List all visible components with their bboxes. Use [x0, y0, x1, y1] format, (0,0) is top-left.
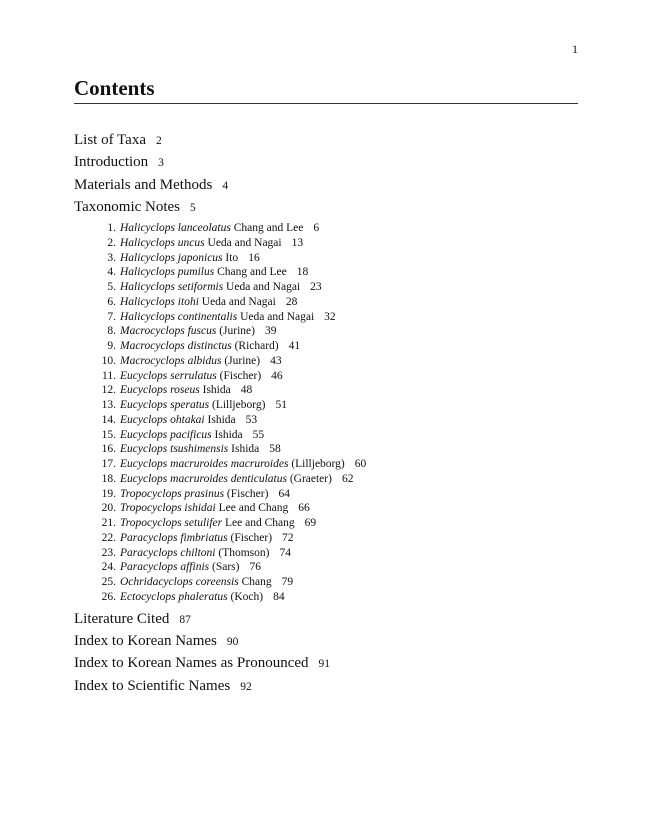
taxon-number: 12. — [101, 384, 116, 397]
taxon-page: 84 — [273, 590, 285, 603]
taxon-page: 62 — [341, 472, 354, 485]
taxon-scientific-name: Eucyclops roseus — [120, 384, 200, 397]
taxon-scientific-name: Macrocyclops distinctus — [120, 340, 232, 353]
taxon-scientific-name: Tropocyclops prasinus — [120, 487, 225, 500]
taxon-number: 15. — [101, 428, 116, 441]
taxon-author: (Lilljeborg) — [291, 458, 345, 471]
taxon-number: 20. — [101, 502, 116, 515]
toc-entry — [74, 151, 594, 173]
taxon-author: Ishida — [231, 443, 260, 456]
taxon-number: 3. — [107, 251, 116, 264]
page-number: 1 — [572, 42, 578, 56]
taxon-page: 69 — [304, 517, 317, 530]
taxon-entry — [74, 457, 594, 472]
taxon-page: 43 — [270, 354, 282, 367]
bottom-entries — [74, 608, 594, 697]
taxon-scientific-name: Macrocyclops fuscus — [120, 325, 217, 338]
taxon-page: 16 — [248, 251, 260, 264]
toc-entry-page: 3 — [158, 157, 164, 170]
taxon-scientific-name: Eucyclops macruroides macruroides — [120, 458, 289, 471]
taxon-entry — [74, 339, 594, 354]
taxon-scientific-name: Tropocyclops ishidai — [120, 502, 216, 515]
taxon-page: 58 — [269, 443, 281, 456]
taxon-author: Lee and Chang — [218, 502, 289, 515]
taxon-scientific-name: Paracyclops fimbriatus — [120, 531, 228, 544]
taxon-page: 60 — [354, 458, 367, 471]
toc-entry-title: Index to Korean Names — [74, 632, 217, 649]
toc-entry-page: 92 — [240, 680, 252, 693]
taxon-number: 5. — [107, 281, 116, 294]
toc-entry — [74, 174, 594, 196]
taxon-number: 4. — [107, 266, 116, 279]
taxon-page: 39 — [264, 325, 277, 338]
taxon-page: 76 — [249, 561, 261, 574]
taxon-author: (Richard) — [234, 340, 279, 353]
taxon-author: (Fischer) — [226, 487, 269, 500]
taxon-number: 11. — [102, 369, 116, 382]
taxon-entry — [74, 324, 594, 339]
taxon-scientific-name: Halicyclops lanceolatus — [120, 222, 231, 235]
taxon-scientific-name: Paracyclops affinis — [120, 561, 210, 574]
taxon-author: (Fischer) — [230, 531, 273, 544]
taxon-number: 1. — [107, 222, 116, 235]
toc-entry-page: 2 — [156, 135, 162, 147]
taxon-scientific-name: Halicyclops japonicus — [120, 251, 223, 264]
taxon-entry — [74, 501, 594, 516]
taxon-number: 2. — [107, 236, 116, 249]
taxon-author: Ueda and Nagai — [240, 310, 315, 323]
taxon-scientific-name: Ochridacyclops coreensis — [120, 576, 239, 589]
taxon-page: 48 — [240, 384, 253, 397]
taxon-number: 22. — [101, 531, 116, 544]
taxon-scientific-name: Halicyclops continentalis — [120, 310, 238, 323]
taxon-entry — [74, 280, 594, 295]
taxon-number: 6. — [107, 295, 116, 308]
taxon-page: 13 — [291, 236, 304, 249]
taxon-author: Chang — [241, 576, 272, 589]
toc-entry-page: 90 — [226, 635, 239, 648]
taxon-entry — [74, 487, 594, 502]
taxon-scientific-name: Paracyclops chiltoni — [120, 546, 216, 559]
taxon-author: (Sars) — [212, 561, 240, 574]
toc-entry-page: 87 — [179, 613, 191, 626]
taxon-entry — [74, 531, 594, 546]
taxon-author: Ueda and Nagai — [201, 295, 276, 308]
taxon-page: 66 — [298, 502, 310, 515]
toc-entry-title: Index to Scientific Names — [74, 677, 231, 694]
taxon-author: Ishida — [202, 384, 231, 397]
toc-entry — [74, 129, 594, 151]
taxon-author: Ueda and Nagai — [226, 281, 301, 294]
contents-heading: Contents — [74, 76, 578, 104]
taxon-entry — [74, 516, 594, 531]
taxon-author: (Graeter) — [289, 472, 332, 485]
toc-entry-page: 4 — [222, 179, 229, 192]
taxon-number: 9. — [107, 340, 116, 353]
taxon-entry — [74, 590, 594, 605]
taxon-number: 24. — [101, 561, 116, 574]
taxon-number: 23. — [101, 546, 116, 559]
taxon-entry — [74, 383, 594, 398]
taxon-scientific-name: Macrocyclops albidus — [120, 354, 222, 367]
table-of-contents — [74, 129, 594, 697]
taxon-entry — [74, 575, 594, 590]
taxon-number: 13. — [101, 399, 116, 412]
taxon-author: (Jurine) — [219, 325, 255, 338]
taxon-scientific-name: Halicyclops setiformis — [120, 281, 224, 294]
toc-entry — [74, 675, 594, 697]
taxon-entry — [74, 560, 594, 575]
taxon-page: 72 — [282, 531, 294, 544]
taxon-page: 28 — [285, 295, 298, 308]
taxon-entry — [74, 413, 594, 428]
taxon-scientific-name: Eucyclops ohtakai — [120, 413, 205, 426]
taxon-entry — [74, 265, 594, 280]
toc-entry-page: 91 — [318, 658, 331, 671]
toc-entry — [74, 630, 594, 652]
taxon-author: (Fischer) — [219, 369, 262, 382]
taxon-scientific-name: Ectocyclops phaleratus — [120, 590, 228, 603]
toc-entry-title: Introduction — [74, 154, 149, 171]
taxon-page: 51 — [275, 399, 287, 412]
taxa-list — [74, 218, 594, 608]
taxon-entry — [74, 369, 594, 384]
taxon-scientific-name: Tropocyclops setulifer — [120, 517, 223, 530]
taxon-scientific-name: Eucyclops pacificus — [120, 428, 212, 441]
taxon-author: Ueda and Nagai — [207, 236, 282, 249]
taxon-page: 23 — [310, 281, 322, 294]
taxon-author: (Thomson) — [218, 546, 270, 559]
taxon-entry — [74, 251, 594, 266]
top-entries — [74, 129, 594, 218]
taxon-scientific-name: Eucyclops tsushimensis — [120, 443, 229, 456]
taxon-author: Ishida — [214, 428, 243, 441]
taxon-author: Lee and Chang — [224, 517, 295, 530]
taxon-entry — [74, 354, 594, 369]
taxon-number: 19. — [101, 487, 116, 500]
toc-entry-title: Index to Korean Names as Pronounced — [74, 655, 309, 672]
taxon-scientific-name: Eucyclops serrulatus — [120, 369, 217, 382]
taxon-entry — [74, 472, 594, 487]
taxon-number: 7. — [107, 310, 116, 323]
taxon-entry — [74, 221, 594, 236]
taxon-author: Chang and Lee — [217, 266, 287, 279]
taxon-entry — [74, 442, 594, 457]
taxon-scientific-name: Halicyclops uncus — [120, 236, 205, 249]
taxon-scientific-name: Eucyclops macruroides denticulatus — [120, 472, 287, 485]
taxon-scientific-name: Halicyclops pumilus — [120, 266, 215, 279]
taxon-number: 8. — [107, 325, 116, 338]
taxon-author: (Jurine) — [224, 354, 261, 367]
taxon-page: 18 — [296, 266, 309, 279]
taxon-number: 25. — [101, 576, 116, 589]
taxon-number: 26. — [101, 590, 116, 603]
taxon-page: 41 — [288, 340, 301, 353]
taxon-page: 6 — [313, 222, 320, 235]
taxon-entry — [74, 236, 594, 251]
taxon-number: 16. — [101, 443, 116, 456]
taxon-page: 64 — [278, 487, 290, 500]
toc-entry-page: 5 — [190, 201, 196, 214]
toc-entry-title: Literature Cited — [74, 610, 170, 627]
taxon-page: 32 — [324, 310, 336, 323]
taxon-number: 14. — [101, 413, 116, 426]
taxon-author: Ishida — [207, 413, 236, 426]
toc-entry — [74, 652, 594, 674]
toc-entry — [74, 608, 594, 630]
toc-entry-title: Taxonomic Notes — [74, 198, 181, 215]
taxon-page: 79 — [281, 576, 294, 589]
taxon-scientific-name: Halicyclops itohi — [120, 295, 199, 308]
taxon-number: 18. — [101, 472, 116, 485]
taxon-page: 74 — [279, 546, 291, 559]
taxon-entry — [74, 398, 594, 413]
taxon-author: Chang and Lee — [233, 222, 304, 235]
taxon-entry — [74, 295, 594, 310]
taxon-entry — [74, 310, 594, 325]
taxon-entry — [74, 546, 594, 561]
taxon-page: 53 — [245, 413, 258, 426]
taxon-author: (Koch) — [230, 590, 264, 603]
toc-entry-title: Materials and Methods — [74, 176, 213, 193]
taxon-number: 21. — [101, 517, 116, 530]
taxon-author: (Lilljeborg) — [211, 399, 266, 412]
taxon-page: 46 — [271, 369, 283, 382]
taxon-number: 17. — [101, 458, 116, 471]
toc-entry — [74, 196, 594, 218]
taxon-entry — [74, 428, 594, 443]
taxon-author: Ito — [225, 251, 239, 264]
toc-entry-title: List of Taxa — [74, 132, 146, 148]
taxon-scientific-name: Eucyclops speratus — [120, 399, 210, 412]
taxon-number: 10. — [101, 354, 116, 367]
taxon-page: 55 — [252, 428, 265, 441]
